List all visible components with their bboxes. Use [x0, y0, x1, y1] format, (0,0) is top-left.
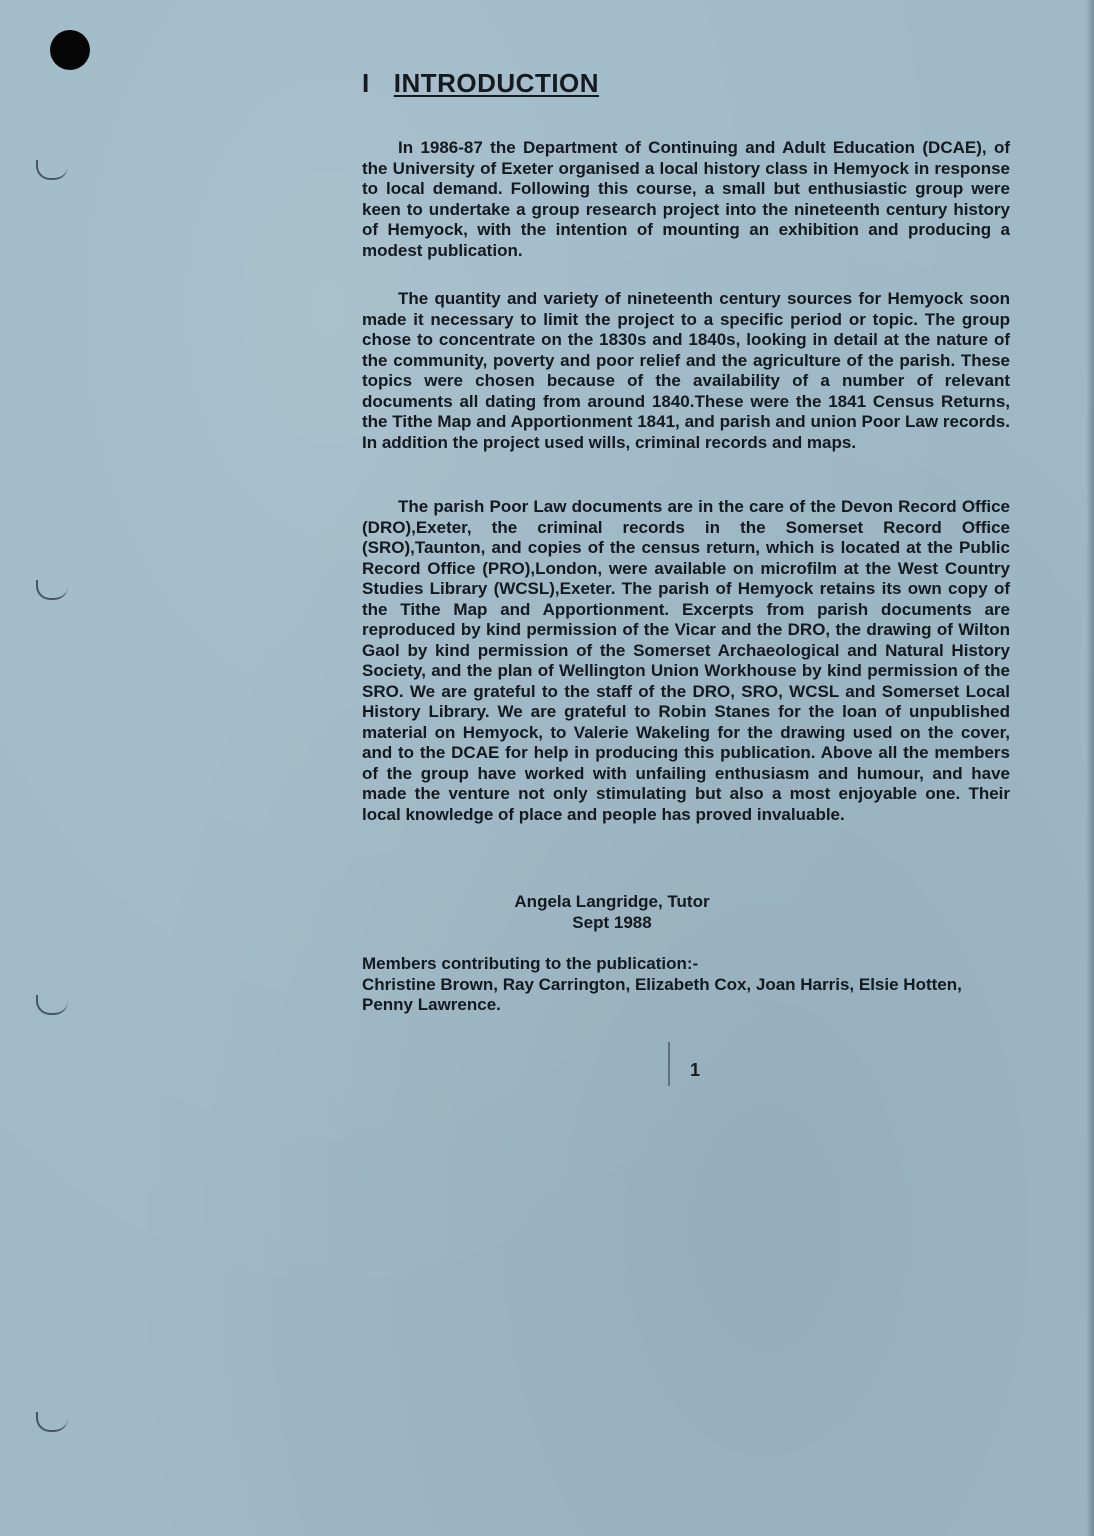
binder-ring-mark: [36, 580, 68, 600]
punch-hole: [50, 30, 90, 70]
paragraph-acknowledgements: The parish Poor Law documents are in the care of the Devon Record Office (DRO),Exeter, the criminal records in the Somerset Record Office (SRO),Taunton, and copies of the census return, which is located at the Public Record Office (PRO),London, were available on microfilm at the West Country Studies Library (WCSL),Exeter. The parish of Hemyock retains its own copy of the Tithe Map and Apportionment. Excerpts from parish documents are reproduced by kind permission of the Vicar and the DRO, the drawing of Wilton Gaol by kind permission of the Somerset Archaeological and Natural History Society, and the plan of Wellington Union Workhouse by kind permission of the SRO. We are grateful to the staff of the DRO, SRO, WCSL and Somerset Local History Library. We are grateful to Robin Stanes for the loan of unpublished material on Hemyock, to Valerie Wakeling for the drawing used on the cover, and to the DCAE for help in producing this publication. Above all the members of the group have worked with unfailing enthusiasm and humour, and have made the venture not only stimulating but also a most enjoyable one. Their local knowledge of place and people has proved invaluable.: [362, 497, 1010, 824]
page-edge-shadow: [1086, 0, 1094, 1536]
page-number-rule: [668, 1042, 670, 1086]
paragraph-intro: In 1986-87 the Department of Continuing and Adult Education (DCAE), of the University of Exeter organised a local history class in Hemyock in response to local demand. Following this course, a small but enthusiastic group were keen to undertake a group research project into the nineteenth century history of Hemyock, with the intention of mounting an exhibition and producing a modest publication.: [362, 138, 1010, 260]
signature-date: Sept 1988: [572, 913, 652, 932]
section-heading: [362, 68, 599, 99]
binder-ring-mark: [36, 160, 68, 180]
page-number: 1: [690, 1060, 701, 1080]
signature-name: Angela Langridge, Tutor: [514, 892, 710, 911]
members-names: Christine Brown, Ray Carrington, Elizabeth Cox, Joan Harris, Elsie Hotten, Penny Lawrence.: [362, 974, 962, 1014]
members-block: [362, 954, 1010, 1016]
section-title: INTRODUCTION: [393, 68, 600, 98]
paragraph-sources: The quantity and variety of nineteenth century sources for Hemyock soon made it necessary to limit the project to a specific period or topic. The group chose to concentrate on the 1830s and 1840s, looking in detail at the nature of the community, poverty and poor relief and the agriculture of the parish. These topics were chosen because of the availability of a number of relevant documents all dating from around 1840.These were the 1841 Census Returns, the Tithe Map and Apportionment 1841, and parish and union Poor Law records. In addition the project used wills, criminal records and maps.: [362, 289, 1010, 452]
binder-ring-mark: [36, 995, 68, 1015]
section-number: I: [362, 68, 370, 98]
binder-ring-mark: [36, 1412, 68, 1432]
members-heading: Members contributing to the publication:-: [362, 954, 699, 973]
